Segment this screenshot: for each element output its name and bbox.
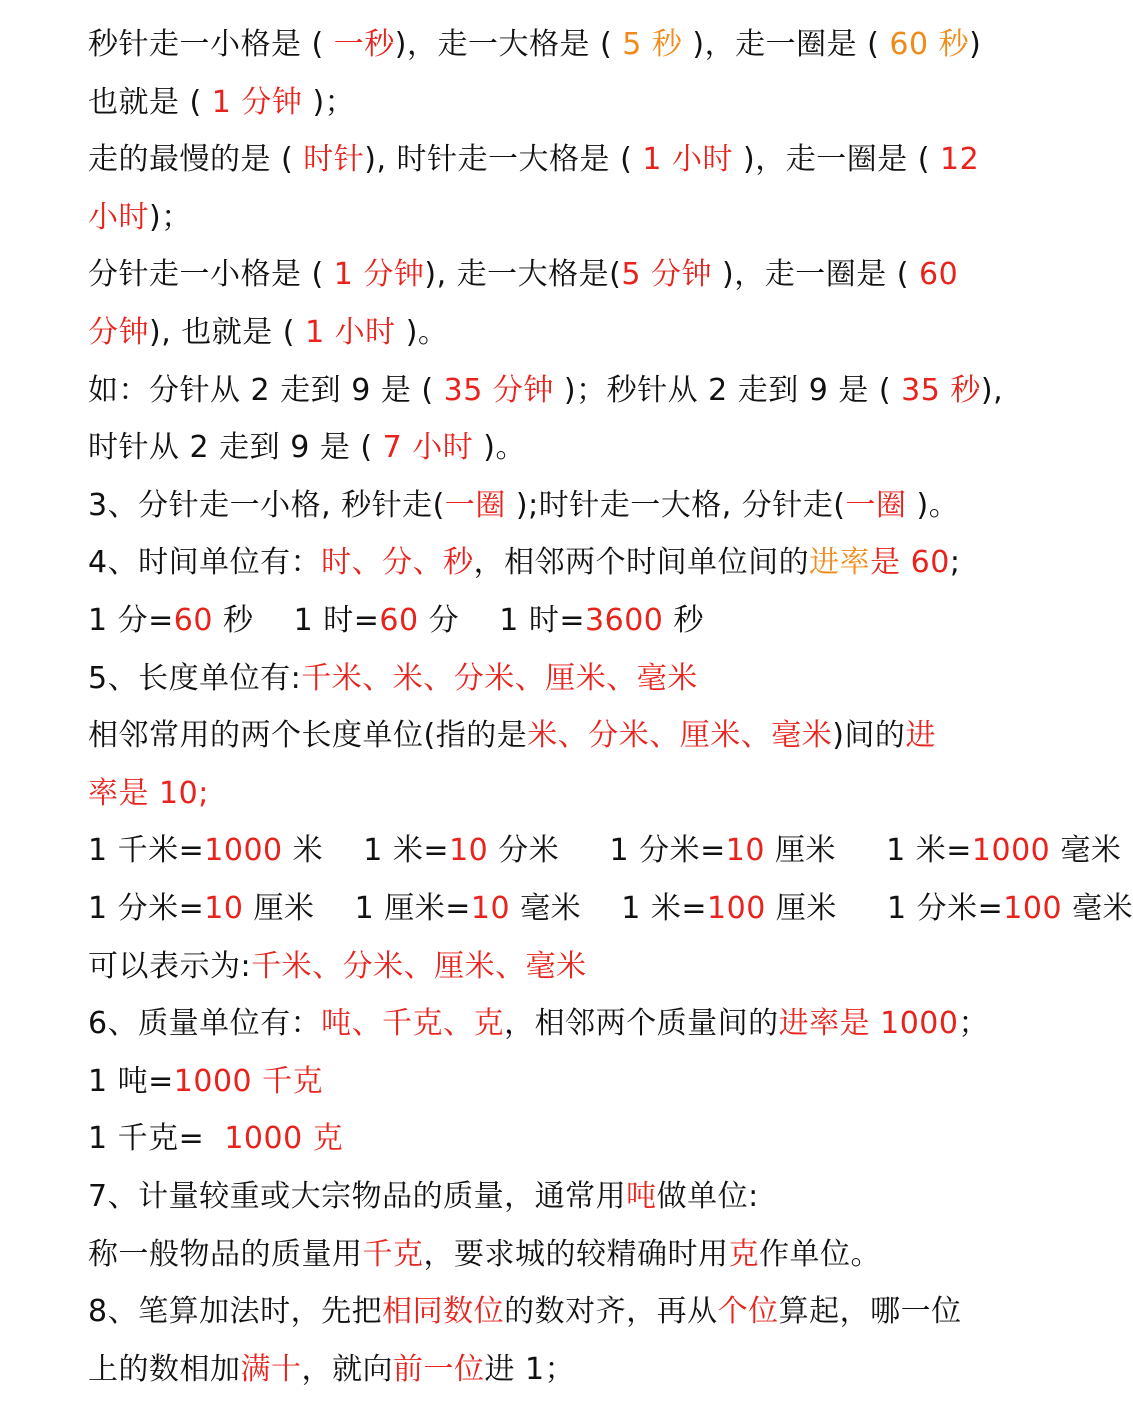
text-segment: 分 1 时= [418,603,586,638]
highlight-segment: 满十 [240,1351,302,1387]
text-segment: ； [958,1006,989,1042]
text-line [88,713,1010,759]
highlight-segment: 分钟 [88,315,149,350]
text-segment: 厘米 1 米= [764,833,972,869]
text-segment: 米 1 米= [282,833,450,869]
text-line [88,1059,1010,1105]
highlight-segment: 吨 [626,1179,657,1214]
highlight-segment: 10 [725,833,765,869]
highlight-segment: 米、分米、厘米、毫米 [527,718,833,754]
highlight-segment: 率是 10; [88,775,209,811]
highlight-segment: 1000 [971,833,1051,869]
text-segment: ，就向 [301,1351,393,1387]
text-segment: 进 1； [484,1351,576,1387]
text-segment: 5、长度单位有: [88,660,302,696]
text-segment: )； [149,199,192,235]
text-segment: 1 分米= [88,891,205,926]
text-segment: 8、笔算加法时，先把 [88,1294,383,1330]
highlight-segment: 1 小时 [642,142,733,178]
text-segment: 相邻常用的两个长度单位(指的是 [88,718,528,754]
text-line [88,944,1010,990]
text-segment: 做单位: [656,1179,759,1214]
highlight-segment: 60 [379,603,419,638]
text-line [88,195,1010,241]
text-line [88,886,1133,932]
highlight-segment: 一圈 [845,487,907,523]
highlight-segment: 千克 [362,1236,424,1272]
text-line [88,598,1010,644]
text-segment: ), 走一大格是( [424,257,622,293]
highlight-segment: 1 小时 [305,315,396,350]
highlight-segment: 5 分钟 [621,257,713,293]
text-segment: ) [969,27,982,62]
text-line [88,1001,1010,1047]
highlight-segment: 一圈 [444,487,506,523]
text-line [88,483,1010,529]
text-segment: )，走一圈是 ( [732,142,940,178]
text-segment: ), 时针走一大格是 ( [364,142,643,178]
text-segment: 1 吨= [88,1063,174,1099]
highlight-segment: 一秒 [333,27,395,62]
text-segment: );时针走一大格, 分针走( [505,487,846,523]
highlight-segment: 1000 [204,833,283,869]
highlight-segment: 100 [1003,891,1063,926]
text-line [88,22,1010,68]
text-segment: 1 分= [88,603,174,638]
text-line [88,656,1010,702]
text-segment: 上的数相加 [88,1351,241,1387]
highlight-segment: 进 [905,718,936,754]
highlight-segment: 进率 [809,545,871,581]
highlight-segment: 克 [728,1236,759,1272]
text-segment: )，走一大格是 ( [394,27,623,62]
highlight-segment: 7 小时 [382,430,474,466]
highlight-segment: 吨、千克、克 [321,1006,505,1042]
text-segment: 秒针走一小格是 ( [88,27,334,62]
text-segment: ; [949,545,961,581]
text-segment: 算起，哪一位 [778,1294,962,1330]
text-line [88,310,1010,356]
highlight-segment: 10 [449,833,489,869]
highlight-segment: 35 秒 [901,372,981,408]
highlight-segment: 12 [940,142,980,178]
text-segment: ), [980,372,1004,408]
text-segment: 作单位。 [759,1236,881,1272]
text-segment: 毫米 [1050,833,1122,869]
text-segment: 3、分针走一小格, 秒针走( [88,487,445,523]
highlight-segment: 是 60 [870,545,950,581]
highlight-segment: 5 秒 [622,27,683,62]
text-segment: 1 千克= [88,1121,225,1157]
highlight-segment: 100 [707,891,766,926]
text-line [88,771,1010,817]
highlight-segment: 时、分、秒 [321,545,474,581]
highlight-segment: 3600 [585,603,664,638]
text-segment: 秒 [663,603,704,638]
highlight-segment: 35 分钟 [443,372,554,408]
text-segment: )。 [395,315,449,350]
text-segment: 6、质量单位有： [88,1006,322,1042]
highlight-segment: 进率是 1000 [778,1006,959,1042]
text-segment: )，走一圈是 ( [712,257,920,293]
text-segment: )。 [473,430,526,466]
text-segment: )，走一圈是 ( [682,27,890,62]
text-segment: )；秒针从 2 走到 9 是 ( [553,372,902,408]
text-segment: 厘米 1 厘米= [243,891,471,926]
text-segment: 如：分针从 2 走到 9 是 ( [88,372,444,408]
text-segment: 1 千米= [88,833,205,869]
highlight-segment: 60 [919,257,959,293]
text-segment: 称一般物品的质量用 [88,1236,363,1272]
text-line [88,828,1122,874]
text-line [88,1232,1010,1278]
text-segment: 厘米 1 分米= [765,891,1004,926]
text-segment: 7、计量较重或大宗物品的质量，通常用 [88,1179,627,1214]
text-line [88,1174,1010,1220]
text-segment: 的数对齐，再从 [504,1294,718,1330]
text-line [88,425,1010,471]
text-segment: ，相邻两个质量间的 [504,1006,779,1042]
highlight-segment: 60 [173,603,213,638]
highlight-segment: 时针 [303,142,365,178]
highlight-segment: 1000 千克 [173,1063,324,1099]
text-line [88,137,1010,183]
text-segment: 可以表示为: [88,948,252,984]
text-line [88,1289,1010,1335]
highlight-segment: 1 分钟 [333,257,425,293]
text-segment: 分米 1 分米= [488,833,726,869]
text-segment: 4、时间单位有： [88,545,322,581]
highlight-segment: 相同数位 [382,1294,505,1330]
highlight-segment: 个位 [717,1294,779,1330]
text-segment: ，相邻两个时间单位间的 [473,545,810,581]
highlight-segment: 10 [470,891,511,926]
highlight-segment: 千米、米、分米、厘米、毫米 [301,660,698,696]
text-line [88,80,1010,126]
highlight-segment: 前一位 [393,1351,485,1387]
highlight-segment: 1 分钟 [211,84,303,120]
text-segment: )。 [906,487,960,523]
text-segment: ，要求城的较精确时用 [423,1236,729,1272]
highlight-segment: 60 秒 [889,27,970,62]
text-segment: 秒 1 时= [212,603,380,638]
text-segment: 毫米 [1062,891,1133,926]
highlight-segment: 小时 [88,199,149,235]
text-line [88,368,1010,414]
text-segment: 走的最慢的是 ( [88,142,304,178]
highlight-segment: 10 [204,891,244,926]
text-line [88,1116,1010,1162]
text-segment: )； [302,84,356,120]
text-segment: 毫米 1 米= [510,891,708,926]
highlight-segment: 1000 克 [224,1121,344,1157]
text-segment: 也就是 ( [88,84,212,120]
text-segment: ), 也就是 ( [149,315,306,350]
text-line [88,1347,1010,1393]
text-segment: )间的 [832,718,906,754]
text-segment: 分针走一小格是 ( [88,257,334,293]
text-line [88,252,1010,298]
text-segment: 时针从 2 走到 9 是 ( [88,430,383,466]
highlight-segment: 千米、分米、厘米、毫米 [251,948,587,984]
text-line [88,540,1010,586]
